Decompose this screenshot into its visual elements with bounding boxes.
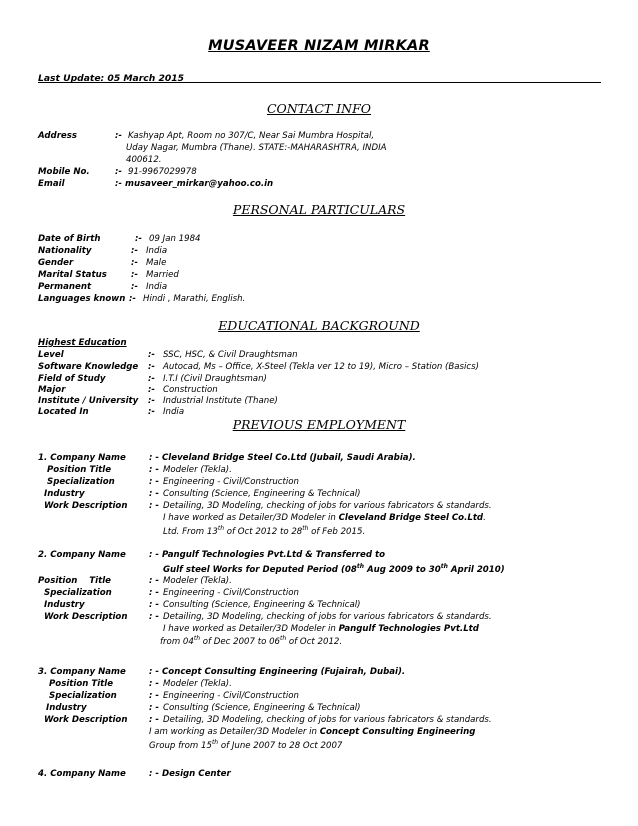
institute-value: Industrial Institute (Thane)	[163, 396, 278, 406]
company-2-work-label: Work Description	[44, 612, 128, 622]
major-separator: :-	[148, 385, 156, 395]
company-3-position-value: Modeler (Tekla).	[163, 679, 232, 689]
gender-separator: :-	[131, 258, 139, 268]
company-3-name: : - Concept Consulting Engineering (Fujairah, Dubai).	[149, 667, 406, 677]
company-1-industry-value: Consulting (Science, Engineering & Technical)	[163, 489, 361, 499]
major-value: Construction	[163, 385, 218, 395]
company-1-label: 1. Company Name	[38, 453, 126, 463]
company-1-specialization-value: Engineering - Civil/Construction	[163, 477, 299, 487]
level-label: Level	[38, 350, 64, 360]
company-3-work-separator: : -	[149, 715, 159, 725]
company-3-specialization-label: Specialization	[49, 691, 117, 701]
company-3-work-label: Work Description	[44, 715, 128, 725]
languages-label: Languages known	[38, 294, 126, 304]
resume-name: MUSAVEER NIZAM MIRKAR	[208, 38, 430, 54]
institute-separator: :-	[148, 396, 156, 406]
field-of-study-separator: :-	[148, 374, 156, 384]
languages-separator: :-	[129, 294, 137, 304]
company-3-position-separator: : -	[149, 679, 159, 689]
company-2-specialization-separator: : -	[149, 588, 159, 598]
company-2-name-line-2: Gulf steel Works for Deputed Period (08th Aug 2009 to 30th April 2010)	[163, 563, 505, 575]
permanent-label: Permanent	[38, 282, 92, 292]
gender-value: Male	[146, 258, 167, 268]
company-3-specialization-value: Engineering - Civil/Construction	[163, 691, 299, 701]
software-value: Autocad, Ms – Office, X-Steel (Tekla ver 12 to 19), Micro – Station (Basics)	[163, 362, 479, 372]
level-separator: :-	[148, 350, 156, 360]
address-line-1: Kashyap Apt, Room no 307/C, Near Sai Mumbra Hospital,	[128, 131, 375, 141]
last-update: Last Update: 05 March 2015	[38, 73, 185, 84]
company-3-industry-label: Industry	[46, 703, 87, 713]
company-4-name: : - Design Center	[149, 769, 231, 779]
located-in-value: India	[163, 407, 185, 417]
address-separator: :-	[115, 131, 123, 141]
gender-label: Gender	[38, 258, 74, 268]
mobile-label: Mobile No.	[38, 167, 90, 177]
languages-value: Hindi , Marathi, English.	[143, 294, 246, 304]
company-1-industry-separator: : -	[149, 489, 159, 499]
mobile-separator: :-	[115, 167, 123, 177]
mobile-value: 91-9967029978	[128, 167, 197, 177]
company-3-position-label: Position Title	[49, 679, 114, 689]
company-1-position-value: Modeler (Tekla).	[163, 465, 232, 475]
dob-value: 09 Jan 1984	[149, 234, 201, 244]
company-1-specialization-label: Specialization	[47, 477, 115, 487]
section-title-personal: PERSONAL PARTICULARS	[232, 202, 406, 217]
located-in-separator: :-	[148, 407, 156, 417]
level-value: SSC, HSC, & Civil Draughtsman	[163, 350, 298, 360]
company-1-position-separator: : -	[149, 465, 159, 475]
company-1-specialization-separator: : -	[149, 477, 159, 487]
company-1-work-line-3: Ltd. From 13th of Oct 2012 to 28th of Feb 2015.	[163, 525, 366, 537]
header-divider	[38, 82, 601, 83]
company-3-work-value: Detailing, 3D Modeling, checking of jobs for various fabricators & standards.	[163, 715, 492, 725]
company-2-position-label: Position Title	[38, 576, 111, 586]
company-2-work-separator: : -	[149, 612, 159, 622]
permanent-separator: :-	[131, 282, 139, 292]
dob-separator: :-	[135, 234, 143, 244]
software-separator: :-	[148, 362, 156, 372]
section-title-contact: CONTACT INFO	[266, 101, 372, 116]
company-3-specialization-separator: : -	[149, 691, 159, 701]
company-2-position-separator: : -	[149, 576, 159, 586]
marital-status-label: Marital Status	[38, 270, 107, 280]
field-of-study-value: I.T.I (Civil Draughtsman)	[163, 374, 267, 384]
nationality-label: Nationality	[38, 246, 92, 256]
address-line-2: Uday Nagar, Mumbra (Thane). STATE:-MAHARASHTRA, INDIA	[126, 143, 387, 153]
company-1-position-label: Position Title	[47, 465, 112, 475]
company-3-industry-separator: : -	[149, 703, 159, 713]
company-2-name: : - Pangulf Technologies Pvt.Ltd & Transferred to	[149, 550, 385, 560]
company-2-industry-separator: : -	[149, 600, 159, 610]
dob-label: Date of Birth	[38, 234, 101, 244]
company-3-work-line-3: Group from 15th of June 2007 to 28 Oct 2007	[149, 739, 343, 751]
address-line-3: 400612.	[126, 155, 162, 165]
company-2-industry-label: Industry	[44, 600, 85, 610]
email-label: Email	[38, 179, 65, 189]
company-1-work-line-2: I have worked as Detailer/3D Modeler in Cleveland Bridge Steel Co.Ltd.	[163, 513, 486, 523]
company-3-label: 3. Company Name	[38, 667, 126, 677]
company-2-specialization-value: Engineering - Civil/Construction	[163, 588, 299, 598]
nationality-separator: :-	[131, 246, 139, 256]
company-1-work-label: Work Description	[44, 501, 128, 511]
institute-label: Institute / University	[38, 396, 139, 406]
address-label: Address	[38, 131, 77, 141]
permanent-value: India	[146, 282, 168, 292]
company-3-industry-value: Consulting (Science, Engineering & Technical)	[163, 703, 361, 713]
field-of-study-label: Field of Study	[38, 374, 106, 384]
marital-status-value: Married	[146, 270, 179, 280]
company-2-position-value: Modeler (Tekla).	[163, 576, 232, 586]
marital-status-separator: :-	[131, 270, 139, 280]
email-value[interactable]: :- musaveer_mirkar@yahoo.co.in	[115, 179, 274, 189]
company-1-industry-label: Industry	[44, 489, 85, 499]
software-label: Software Knowledge	[38, 362, 139, 372]
section-title-employment: PREVIOUS EMPLOYMENT	[232, 417, 406, 432]
section-title-education: EDUCATIONAL BACKGROUND	[218, 318, 420, 333]
company-2-specialization-label: Specialization	[44, 588, 112, 598]
nationality-value: India	[146, 246, 168, 256]
company-1-name: : - Cleveland Bridge Steel Co.Ltd (Jubail, Saudi Arabia).	[149, 453, 416, 463]
company-3-work-line-2: I am working as Detailer/3D Modeler in Concept Consulting Engineering	[149, 727, 476, 737]
company-2-label: 2. Company Name	[38, 550, 126, 560]
company-2-industry-value: Consulting (Science, Engineering & Technical)	[163, 600, 361, 610]
company-1-work-separator: : -	[149, 501, 159, 511]
company-4-label: 4. Company Name	[38, 769, 126, 779]
located-in-label: Located In	[38, 407, 89, 417]
highest-education-heading: Highest Education	[38, 338, 127, 348]
company-2-work-value: Detailing, 3D Modeling, checking of jobs for various fabricators & standards.	[163, 612, 492, 622]
company-2-work-line-2: I have worked as Detailer/3D Modeler in Pangulf Technologies Pvt.Ltd	[163, 624, 479, 634]
major-label: Major	[38, 385, 66, 395]
company-2-work-line-3: from 04th of Dec 2007 to 06th of Oct 2012.	[160, 635, 343, 647]
company-1-work-value: Detailing, 3D Modeling, checking of jobs for various fabricators & standards.	[163, 501, 492, 511]
